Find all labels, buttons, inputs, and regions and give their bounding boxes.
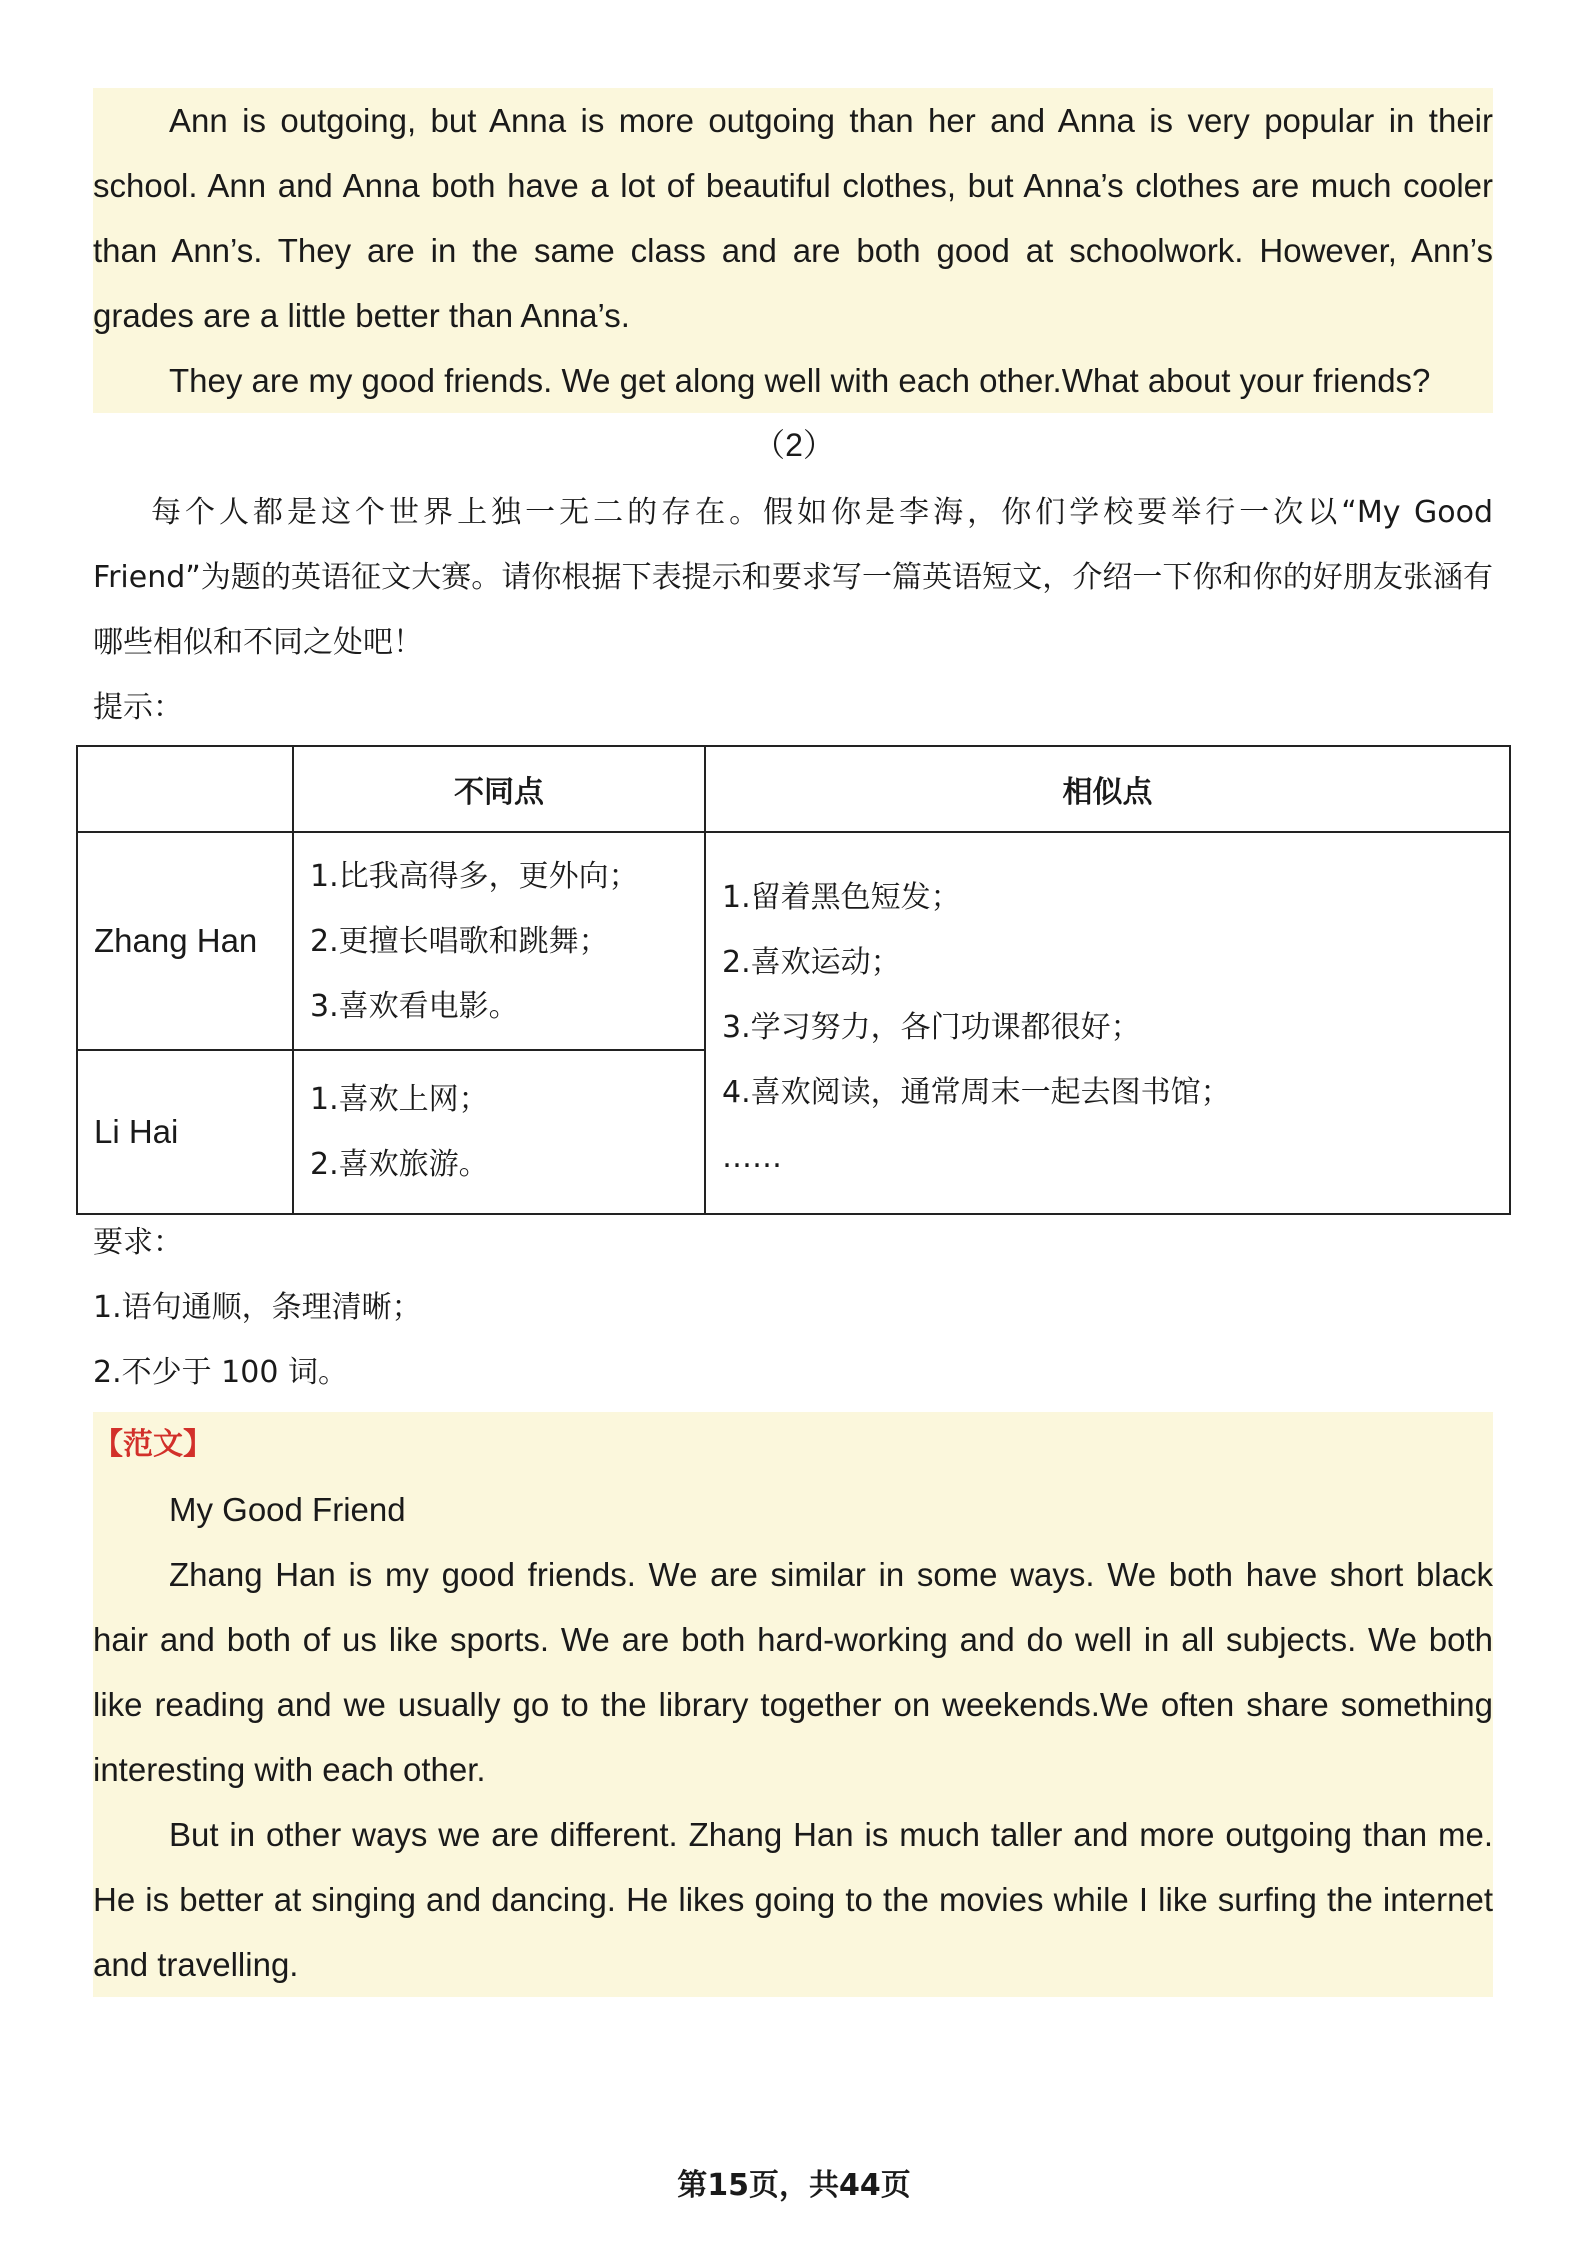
similarities-cell xyxy=(705,832,1510,1214)
table-header-row xyxy=(77,746,1510,832)
list-item: 1.喜欢上网； xyxy=(310,1082,489,1117)
section-number: （2） xyxy=(753,427,835,463)
hint-label: 提示： xyxy=(93,690,183,725)
list-item: 2.喜欢旅游。 xyxy=(310,1147,489,1182)
row-name-li-hai: Li Hai xyxy=(77,1050,293,1214)
page-number: 第15页，共44页 xyxy=(677,2168,911,2203)
sample-essay xyxy=(93,1412,1493,1997)
sample-paragraph-2: But in other ways we are different. Zhang Han is much taller and more outgoing than me. He is better at singing and dancing. He likes going to the movies while I like surfing the internet and travelling. xyxy=(93,1816,1493,1983)
requirement-item: 1.语句通顺，条理清晰； xyxy=(93,1290,422,1325)
sample-title: My Good Friend xyxy=(169,1491,406,1528)
essay-paragraph-2: They are my good friends. We get along well with each other.What about your friends? xyxy=(169,362,1431,399)
list-item: 3.学习努力，各门功课都很好； xyxy=(722,1009,1141,1045)
list-item: 1.比我高得多，更外向； xyxy=(310,858,639,894)
requirements xyxy=(93,1210,1493,1405)
list-item: 2.更擅长唱歌和跳舞； xyxy=(310,923,609,959)
list-item: 4.喜欢阅读，通常周末一起去图书馆； xyxy=(722,1074,1231,1110)
li-hai-differences xyxy=(293,1050,705,1214)
requirements-label: 要求： xyxy=(93,1225,183,1260)
sample-label: 【范文】 xyxy=(93,1427,213,1462)
table-header-empty xyxy=(77,746,293,832)
list-item: 2.喜欢运动； xyxy=(722,944,901,980)
table-header-differences: 不同点 xyxy=(293,746,705,832)
zhang-han-differences xyxy=(293,832,705,1050)
essay-paragraph-1: Ann is outgoing, but Anna is more outgoing than her and Anna is very popular in their school. Ann and Anna both have a lot of beautiful clothes, but Anna’s clothes are much cooler than Ann’s. They are in the same class and are both good at schoolwork. However, Ann’s grades are a little better than Anna’s. xyxy=(93,102,1493,334)
writing-prompt: 每个人都是这个世界上独一无二的存在。假如你是李海，你们学校要举行一次以“My Good Friend”为题的英语征文大赛。请你根据下表提示和要求写一篇英语短文，介绍一下你和你的好朋友张涵有哪些相似和不同之处吧！ xyxy=(93,495,1493,660)
requirement-item: 2.不少于 100 词。 xyxy=(93,1355,348,1390)
hint-table xyxy=(76,745,1511,1215)
sample-paragraph-1: Zhang Han is my good friends. We are similar in some ways. We both have short black hair and both of us like sports. We are both hard-working and do well in all subjects. We both like reading and we usually go to the library together on weekends.We often share something interesting with each other. xyxy=(93,1556,1493,1788)
table-row xyxy=(77,832,1510,1050)
list-item: 1.留着黑色短发； xyxy=(722,879,961,915)
essay-excerpt xyxy=(93,88,1493,413)
table-header-similarities: 相似点 xyxy=(705,746,1510,832)
list-item: …… xyxy=(722,1139,782,1175)
row-name-zhang-han: Zhang Han xyxy=(77,832,293,1050)
list-item: 3.喜欢看电影。 xyxy=(310,988,519,1024)
